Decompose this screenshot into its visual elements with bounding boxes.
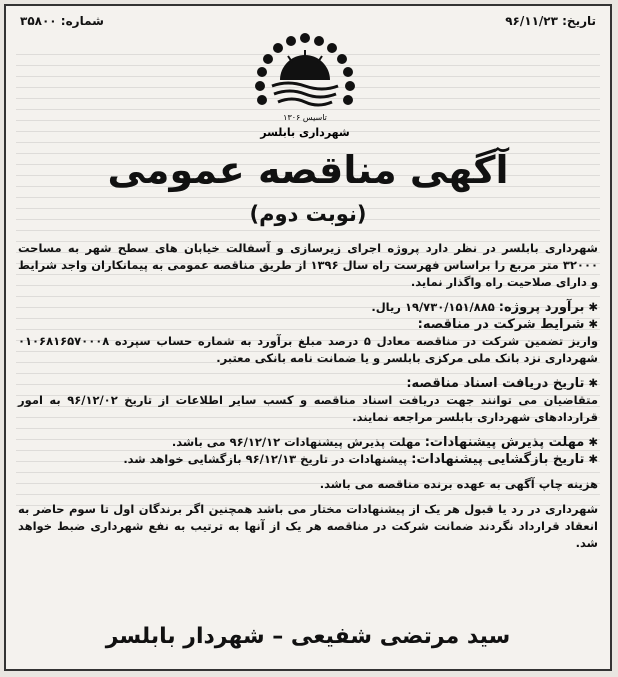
deadline-text: مهلت پذیرش پیشنهادات ۹۶/۱۲/۱۲ می باشد. (171, 435, 421, 449)
municipality-logo (240, 28, 370, 146)
notice-body (18, 240, 598, 552)
closing-paragraph: شهرداری در رد یا قبول هر یک از پیشنهادات مختار می باشد همچنین اگر برندگان اول تا سوم حاضر به انعقاد قرارداد نگردند ضمانت شرکت در مناقصه هر یک از آنها به ترتیب به نفع شهرداری ضبط خواهد شد. (18, 502, 598, 550)
deadline-label: مهلت پذیرش پیشنهادات: (424, 435, 585, 450)
cost-note: هزینه چاپ آگهی به عهده برنده مناقصه می باشد. (319, 477, 598, 491)
notice-subtitle: (نوبت دوم) (249, 202, 367, 226)
documents-text: متقاضیان می توانند جهت دریافت اسناد مناقصه و کسب سایر اطلاعات از تاریخ ۹۶/۱۲/۰۲ به امور قراردادهای شهرداری بابلسر مراجعه نمایند. (18, 393, 598, 424)
documents-heading: ✱تاریخ دریافت اسناد مناقصه: (406, 376, 598, 391)
number-label: شماره: ۳۵۸۰۰ (20, 14, 104, 28)
estimate-label: برآورد پروژه: (498, 300, 585, 315)
documents-label: تاریخ دریافت اسناد مناقصه: (406, 376, 585, 391)
intro-paragraph: شهرداری بابلسر در نظر دارد پروژه اجرای زیرسازی و آسفالت خیابان های سطح شهر به مساحت ۳۲۰۰۰ متر مربع را براساس فهرست راه سال ۱۳۹۶ از طریق مناقصه عمومی به پیمانکاران واجد شرایط و دارای صلاحیت راه واگذار نماید. (18, 241, 598, 289)
opening-label: تاریخ بازگشایی پیشنهادات: (411, 452, 585, 467)
conditions-label: شرایط شرکت در مناقصه: (417, 317, 585, 332)
signature-line: سید مرتضی شفیعی – شهردار بابلسر (105, 624, 511, 649)
estimate-row: ✱برآورد پروژه: ۱۹/۷۳۰/۱۵۱/۸۸۵ ریال. (371, 300, 598, 315)
opening-text: پیشنهادات در تاریخ ۹۶/۱۲/۱۳ بازگشایی خواهد شد. (123, 452, 408, 466)
date-label: تاریخ: ۹۶/۱۱/۲۳ (505, 14, 596, 28)
logo-founded: تاسیس ۱۳۰۶ (283, 113, 327, 122)
estimate-value: ۱۹/۷۳۰/۱۵۱/۸۸۵ ریال. (371, 300, 495, 314)
logo-caption: شهرداری بابلسر (260, 126, 350, 139)
logo-emblem-icon (240, 28, 370, 146)
conditions-text: واریز تضمین شرکت در مناقصه معادل ۵ درصد مبلغ برآورد به شماره حساب سپرده ۰۱۰۶۸۱۶۵۷۰۰۰۸ شهرداری نزد بانک ملی مرکزی بابلسر و یا ضمانت نامه بانکی معتبر. (18, 334, 598, 365)
deadline-row: ✱مهلت پذیرش پیشنهادات: مهلت پذیرش پیشنهادات ۹۶/۱۲/۱۲ می باشد. (171, 435, 598, 450)
notice-title: آگهی مناقصه عمومی (107, 148, 509, 192)
notice-page (4, 4, 612, 671)
opening-row: ✱تاریخ بازگشایی پیشنهادات: پیشنهادات در تاریخ ۹۶/۱۲/۱۳ بازگشایی خواهد شد. (123, 452, 598, 467)
conditions-heading: ✱شرایط شرکت در مناقصه: (417, 317, 598, 332)
